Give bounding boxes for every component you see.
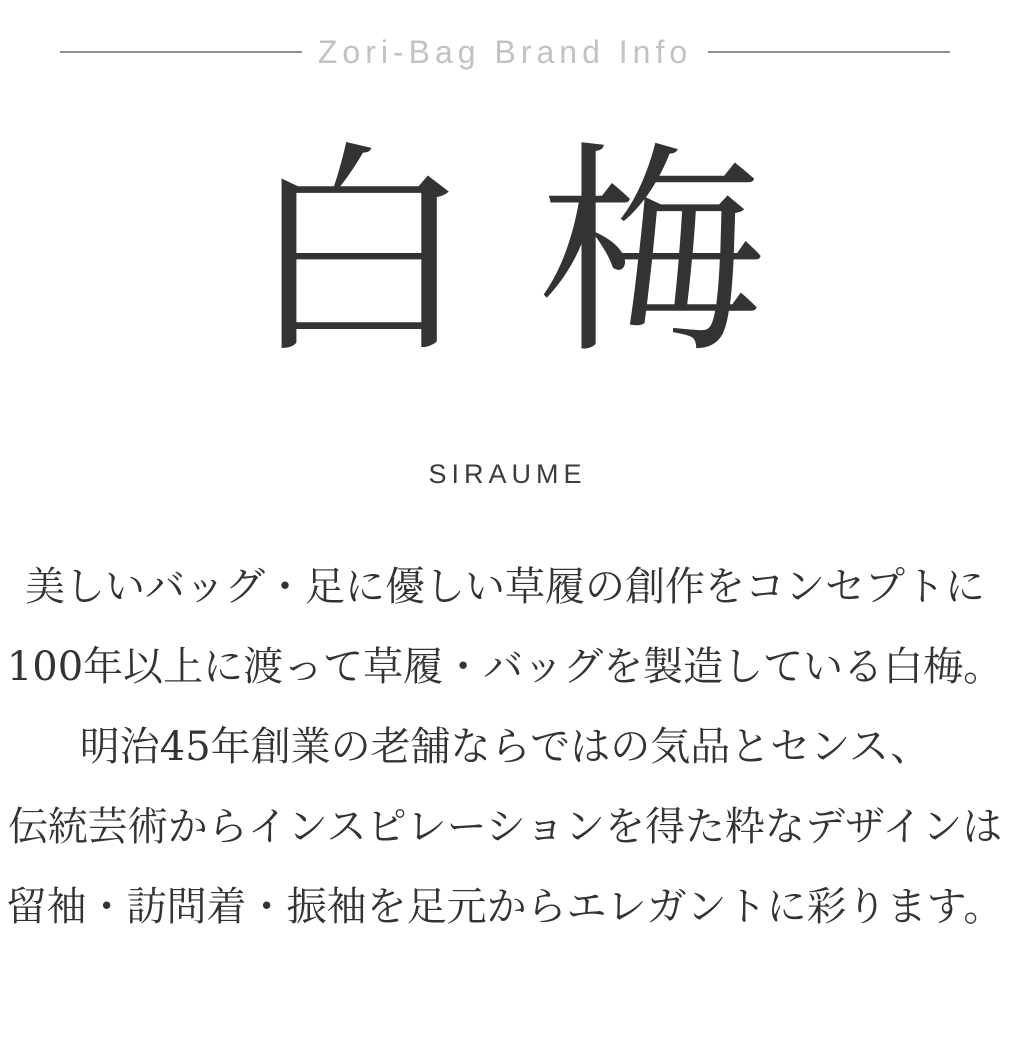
description-line: 留袖・訪問着・振袖を足元からエレガントに彩ります。: [6, 884, 1004, 930]
section-header: [0, 34, 1010, 70]
description-line: 明治45年創業の老舗ならではの気品とセンス、: [79, 724, 931, 770]
header-title: Zori-Bag Brand Info: [317, 33, 693, 70]
description-line: 美しいバッグ・足に優しい草履の創作をコンセプトに: [25, 564, 985, 610]
brand-description: [0, 547, 1010, 947]
header-rule-left: [60, 51, 302, 53]
description-line: 伝統芸術からインスピレーションを得た粋なデザインは: [7, 804, 1003, 850]
header-rule-right: [708, 51, 950, 53]
description-line: 100年以上に渡って草履・バッグを製造している白梅。: [6, 644, 1004, 690]
brand-name-kanji: 白梅: [246, 123, 832, 385]
brand-name-romaji: SIRAUME: [428, 459, 587, 489]
